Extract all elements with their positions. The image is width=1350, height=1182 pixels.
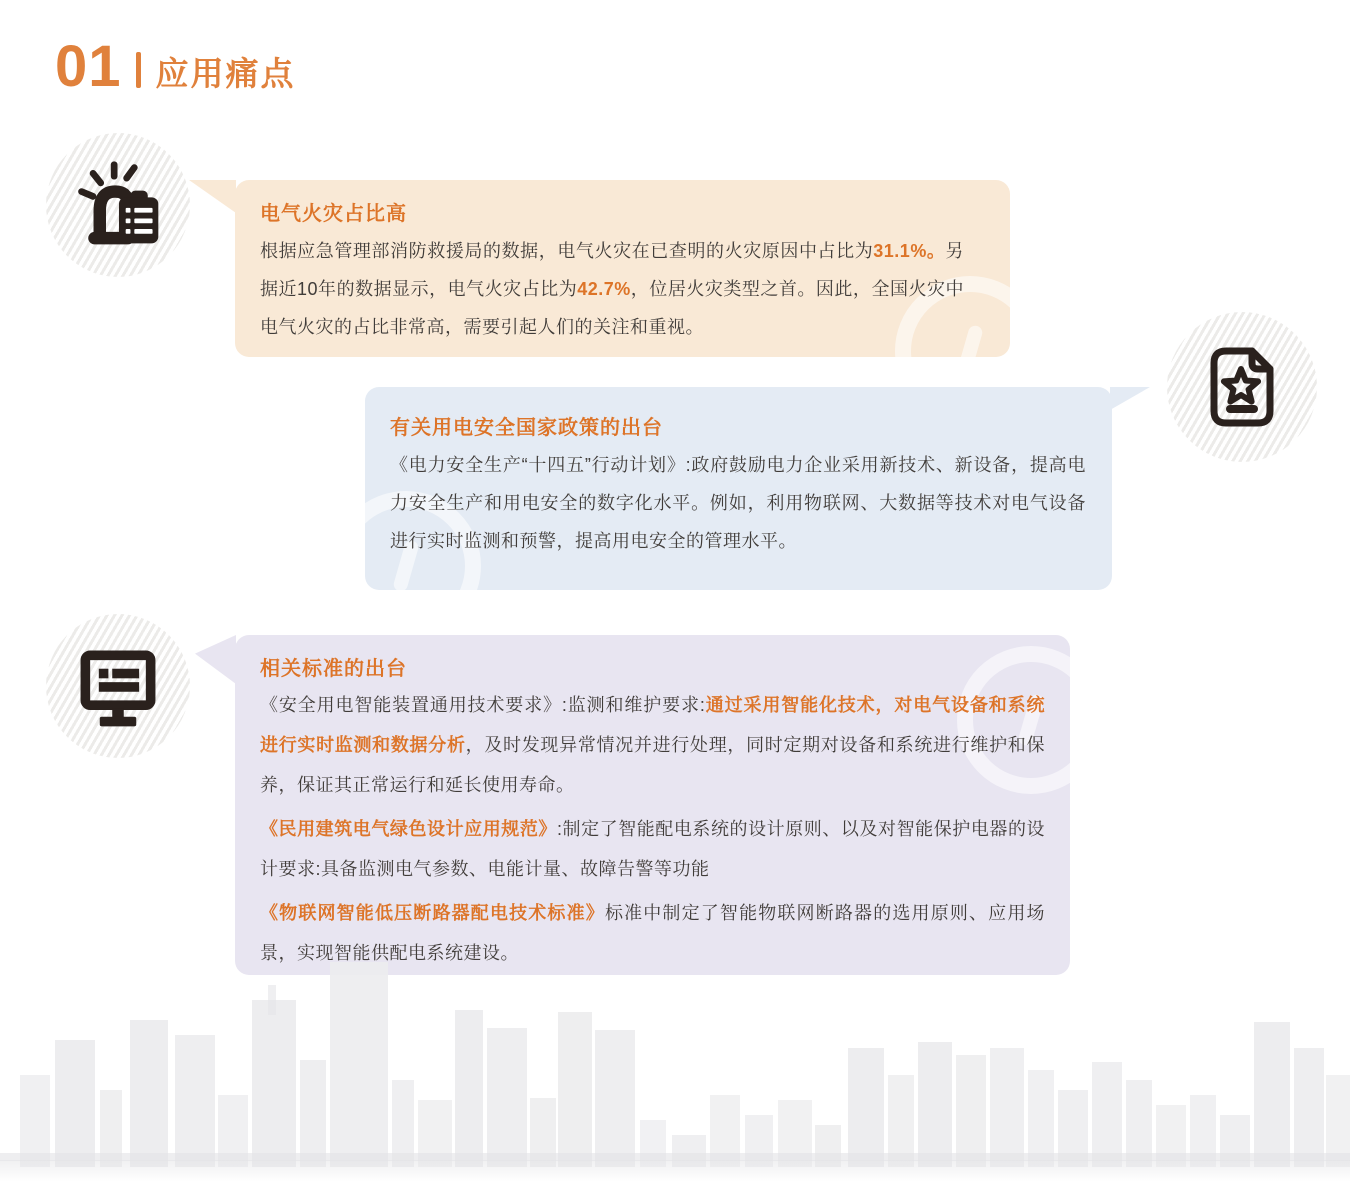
card-title: 有关用电安全国家政策的出台 bbox=[390, 417, 663, 439]
card-paragraph: 《物联网智能低压断路器配电技术标准》标准中制定了智能物联网断路器的选用原则、应用场景，实现智能供配电系统建设。 bbox=[260, 903, 1046, 963]
section-number: 01 bbox=[55, 34, 122, 99]
alarm-siren-clipboard-icon bbox=[46, 133, 190, 277]
section-header bbox=[55, 34, 296, 99]
card-related-standards bbox=[235, 635, 1070, 975]
card3-pointer bbox=[195, 635, 236, 684]
monitor-dashboard-icon bbox=[46, 614, 190, 758]
card-national-policy bbox=[365, 387, 1112, 590]
card-paragraph: 《民用建筑电气绿色设计应用规范》:制定了智能配电系统的设计原则、以及对智能保护电器的设计要求:具备监测电气参数、电能计量、故障告警等功能 bbox=[260, 819, 1045, 879]
card-paragraph: 《安全用电智能装置通用技术要求》:监测和维护要求:通过采用智能化技术，对电气设备和系统进行实时监测和数据分析，及时发现异常情况并进行处理，同时定期对设备和系统进行维护和保养，保证其正常运行和延长使用寿命。 bbox=[260, 695, 1046, 795]
monitor-dashboard-glyph bbox=[70, 638, 166, 734]
card2-pointer bbox=[1110, 387, 1150, 410]
starred-document-icon bbox=[1167, 312, 1317, 462]
alarm-siren-clipboard-glyph bbox=[70, 157, 166, 253]
card-electrical-fire-share bbox=[235, 180, 1010, 357]
card-title: 电气火灾占比高 bbox=[260, 203, 407, 225]
card1-pointer bbox=[189, 180, 236, 213]
card-paragraph: 《电力安全生产“十四五”行动计划》:政府鼓励电力企业采用新技术、新设备，提高电力安全生产和用电安全的数字化水平。例如，利用物联网、大数据等技术对电气设备进行实时监测和预警，提高用电安全的管理水平。 bbox=[390, 455, 1086, 551]
city-skyline-image bbox=[0, 957, 1350, 1182]
starred-document-glyph bbox=[1192, 337, 1292, 437]
page-title: 应用痛点 bbox=[155, 54, 296, 92]
card-paragraph: 根据应急管理部消防救援局的数据，电气火灾在已查明的火灾原因中占比为31.1%。另据近10年的数据显示，电气火灾占比为42.7%，位居火灾类型之首。因此，全国火灾中电气火灾的占比非常高，需要引起人们的关注和重视。 bbox=[260, 241, 964, 337]
card-title: 相关标准的出台 bbox=[260, 658, 407, 680]
header-divider bbox=[136, 52, 141, 88]
